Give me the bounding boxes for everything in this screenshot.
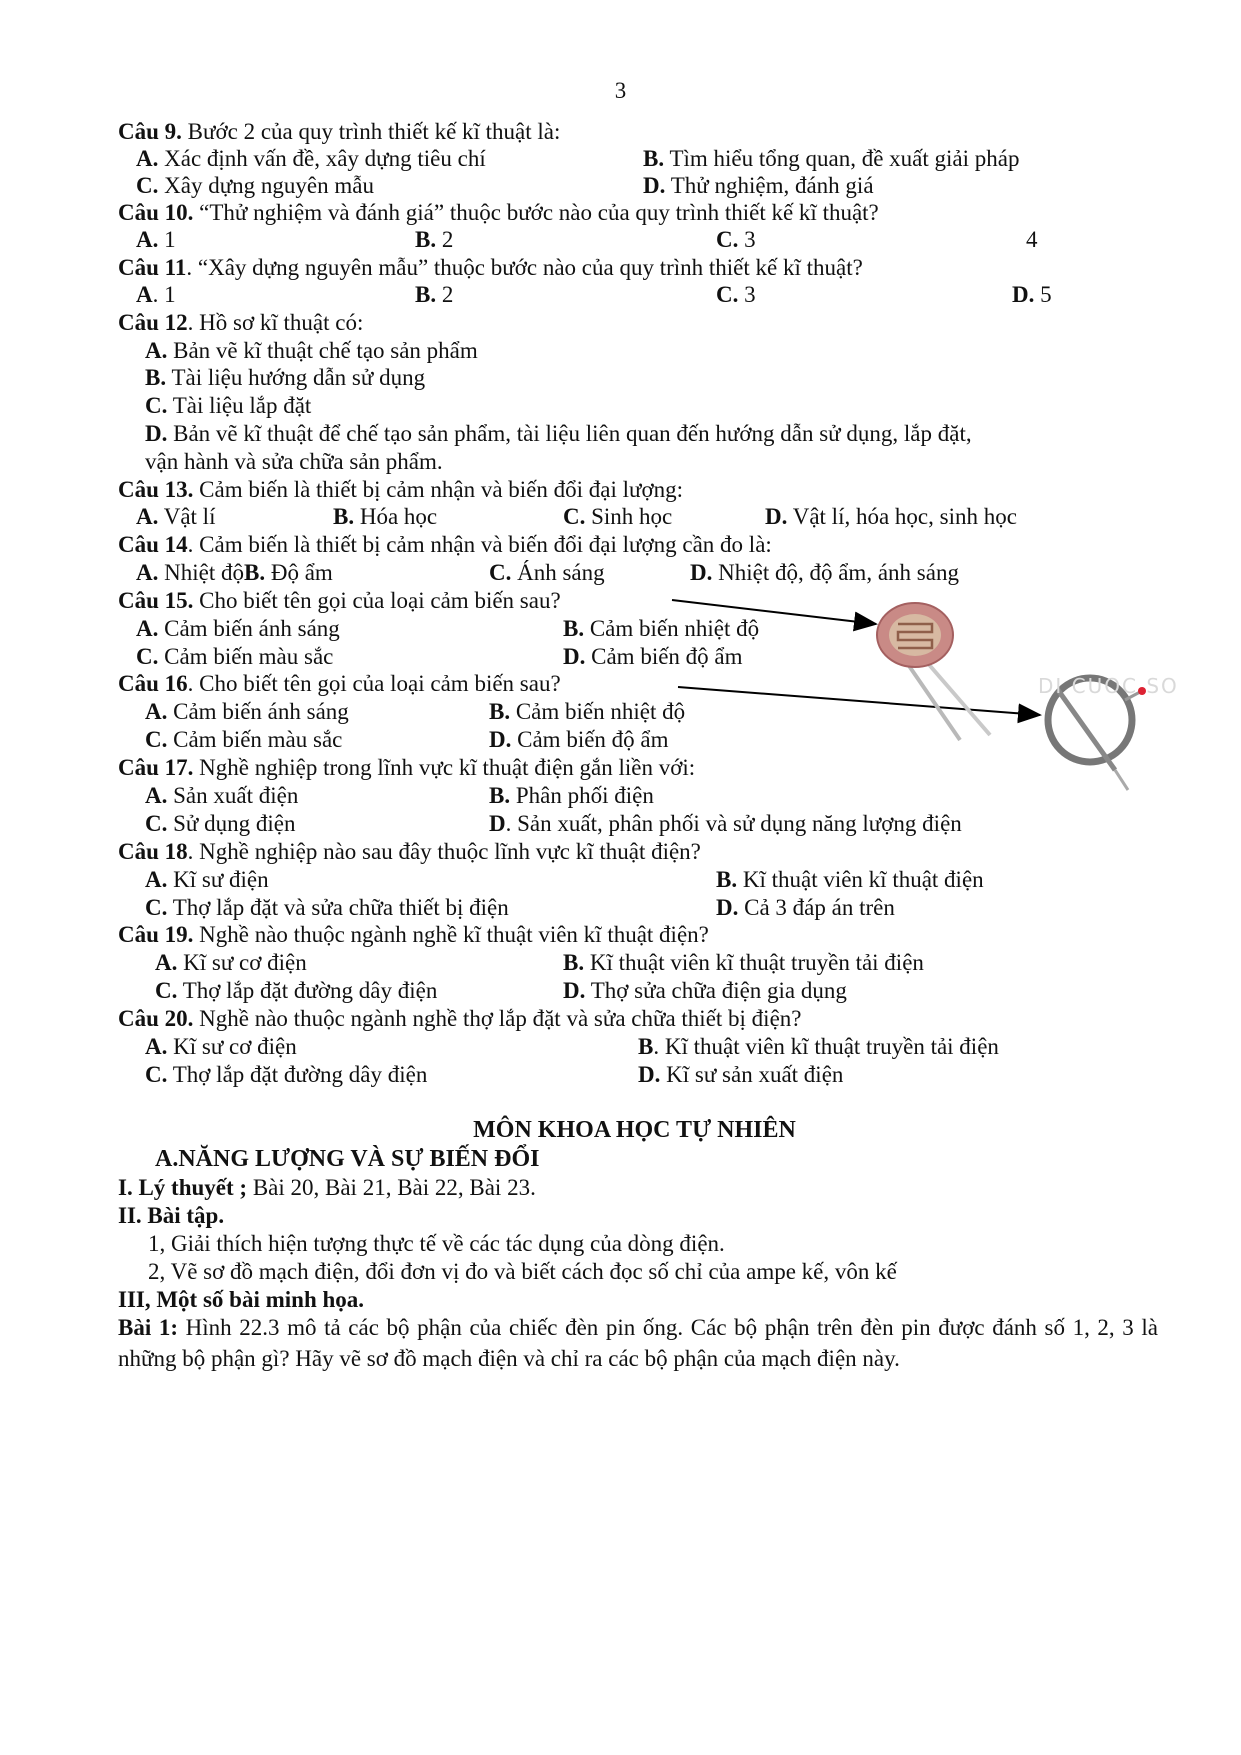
option-b: B. Tài liệu hướng dẫn sử dụng [145, 365, 426, 390]
arrow-to-temperature-sensor [678, 687, 1040, 715]
exercise-bai-1: Bài 1: Hình 22.3 mô tả các bộ phận của chiếc đèn pin ống. Các bộ phận trên đèn pin được đánh số 1, 2, 3 là những bộ phận gì? Hãy vẽ sơ đồ mạch điện và chỉ ra các bộ phận của mạch điện này. [118, 1315, 1158, 1371]
option-a: A. Cảm biến ánh sáng [145, 699, 349, 724]
option-a: A. Xác định vấn đề, xây dựng tiêu chí [136, 146, 486, 171]
option-b: B. Cảm biến nhiệt độ [489, 699, 686, 724]
exercise-item-1: 1, Giải thích hiện tượng thực tế về các tác dụng của dòng điện. [148, 1231, 725, 1256]
option-c: C. Sinh học [563, 504, 673, 529]
option-a: A. Bản vẽ kĩ thuật chế tạo sản phẩm [145, 338, 478, 363]
option-a-b: A. Nhiệt độB. Độ ẩm [136, 560, 333, 585]
question-label: Câu 9. [118, 119, 182, 144]
subject-title: MÔN KHOA HỌC TỰ NHIÊN [473, 1117, 796, 1143]
section-heading: A.NĂNG LƯỢNG VÀ SỰ BIẾN ĐỔI [155, 1146, 540, 1172]
option-c: C. Thợ lắp đặt và sửa chữa thiết bị điện [145, 895, 509, 920]
option-a: A. Sản xuất điện [145, 783, 299, 808]
option-d: D. 5 [1012, 282, 1052, 307]
option-a: A. Cảm biến ánh sáng [136, 616, 340, 641]
option-c: C. Sử dụng điện [145, 811, 296, 836]
option-d: 4 [1026, 227, 1038, 252]
exercise-heading: II. Bài tập. [118, 1203, 225, 1228]
option-b: B. 2 [415, 282, 454, 307]
option-d: D. Nhiệt độ, độ ẩm, ánh sáng [690, 560, 959, 585]
option-d: D. Thợ sửa chữa điện gia dụng [563, 978, 847, 1003]
theory-line: I. Lý thuyết ; Bài 20, Bài 21, Bài 22, Bài 23. [118, 1175, 536, 1200]
option-d: D. Cảm biến độ ẩm [489, 727, 669, 752]
question-text: Bước 2 của quy trình thiết kế kĩ thuật là: [181, 119, 561, 144]
option-d: D. Thử nghiệm, đánh giá [643, 173, 874, 198]
watermark: DI CUOC SO [1038, 674, 1179, 698]
option-c: C. Xây dựng nguyên mẫu [136, 173, 374, 198]
option-b: B. Tìm hiểu tổng quan, đề xuất giải pháp [643, 146, 1020, 171]
option-d: D. Vật lí, hóa học, sinh học [765, 504, 1017, 529]
page-number: 3 [614, 78, 627, 103]
option-c: C. Thợ lắp đặt đường dây điện [145, 1062, 428, 1087]
option-d: D. Kĩ sư sản xuất điện [638, 1062, 844, 1087]
question-20: Câu 20. Nghề nào thuộc ngành nghề thợ lắp đặt và sửa chữa thiết bị điện? [118, 1006, 802, 1031]
option-b: B. Hóa học [333, 504, 438, 529]
option-b: B. Kĩ thuật viên kĩ thuật điện [716, 867, 984, 892]
option-c: C. 3 [716, 227, 756, 252]
question-16: Câu 16. Cho biết tên gọi của loại cảm biến sau? [118, 671, 561, 696]
question-14: Câu 14. Cảm biến là thiết bị cảm nhận và biến đổi đại lượng cần đo là: [118, 532, 772, 557]
option-c: C. Cảm biến màu sắc [136, 644, 334, 669]
question-18: Câu 18. Nghề nghiệp nào sau đây thuộc lĩnh vực kĩ thuật điện? [118, 839, 701, 864]
option-c: C. Thợ lắp đặt đường dây điện [155, 978, 438, 1003]
arrow-to-light-sensor [672, 600, 876, 624]
option-c: C. Cảm biến màu sắc [145, 727, 343, 752]
question-19: Câu 19. Nghề nào thuộc ngành nghề kĩ thuật viên kĩ thuật điện? [118, 922, 709, 947]
question-10: Câu 10. “Thử nghiệm và đánh giá” thuộc bước nào của quy trình thiết kế kĩ thuật? [118, 200, 879, 225]
option-d: D. Cảm biến độ ẩm [563, 644, 743, 669]
option-b: B. 2 [415, 227, 454, 252]
question-11: Câu 11. “Xây dựng nguyên mẫu” thuộc bước nào của quy trình thiết kế kĩ thuật? [118, 255, 863, 280]
option-a: A. Kĩ sư điện [145, 867, 269, 892]
question-15: Câu 15. Cho biết tên gọi của loại cảm biến sau? [118, 588, 561, 613]
question-17: Câu 17. Nghề nghiệp trong lĩnh vực kĩ thuật điện gắn liền với: [118, 755, 696, 780]
option-c: C. 3 [716, 282, 756, 307]
option-b: B. Kĩ thuật viên kĩ thuật truyền tải điện [638, 1034, 999, 1059]
option-c: C. Tài liệu lắp đặt [145, 393, 312, 418]
option-c: C. Ánh sáng [489, 560, 605, 585]
photoresistor-icon [877, 603, 990, 740]
option-a: A. Kĩ sư cơ điện [155, 950, 307, 975]
option-d: D. Bản vẽ kĩ thuật để chế tạo sản phẩm, tài liệu liên quan đến hướng dẫn sử dụng, lắp đặt, [145, 421, 972, 446]
question-12: Câu 12. Hồ sơ kĩ thuật có: [118, 310, 364, 335]
option-b: B. Phân phối điện [489, 783, 654, 808]
examples-heading: III, Một số bài minh họa. [118, 1287, 365, 1312]
option-d: D. Cả 3 đáp án trên [716, 895, 895, 920]
option-a: A. 1 [136, 282, 176, 307]
option-b: B. Kĩ thuật viên kĩ thuật truyền tải điện [563, 950, 924, 975]
option-a: A. Kĩ sư cơ điện [145, 1034, 297, 1059]
option-b: B. Cảm biến nhiệt độ [563, 616, 760, 641]
option-a: A. 1 [136, 227, 176, 252]
option-d: D. Sản xuất, phân phối và sử dụng năng lượng điện [489, 811, 962, 836]
question-13: Câu 13. Cảm biến là thiết bị cảm nhận và biến đổi đại lượng: [118, 477, 684, 502]
exercise-item-2: 2, Vẽ sơ đồ mạch điện, đổi đơn vị đo và biết cách đọc số chỉ của ampe kế, vôn kế [148, 1259, 897, 1284]
option-d-continued: vận hành và sửa chữa sản phẩm. [145, 449, 443, 474]
option-a: A. Vật lí [136, 504, 216, 529]
